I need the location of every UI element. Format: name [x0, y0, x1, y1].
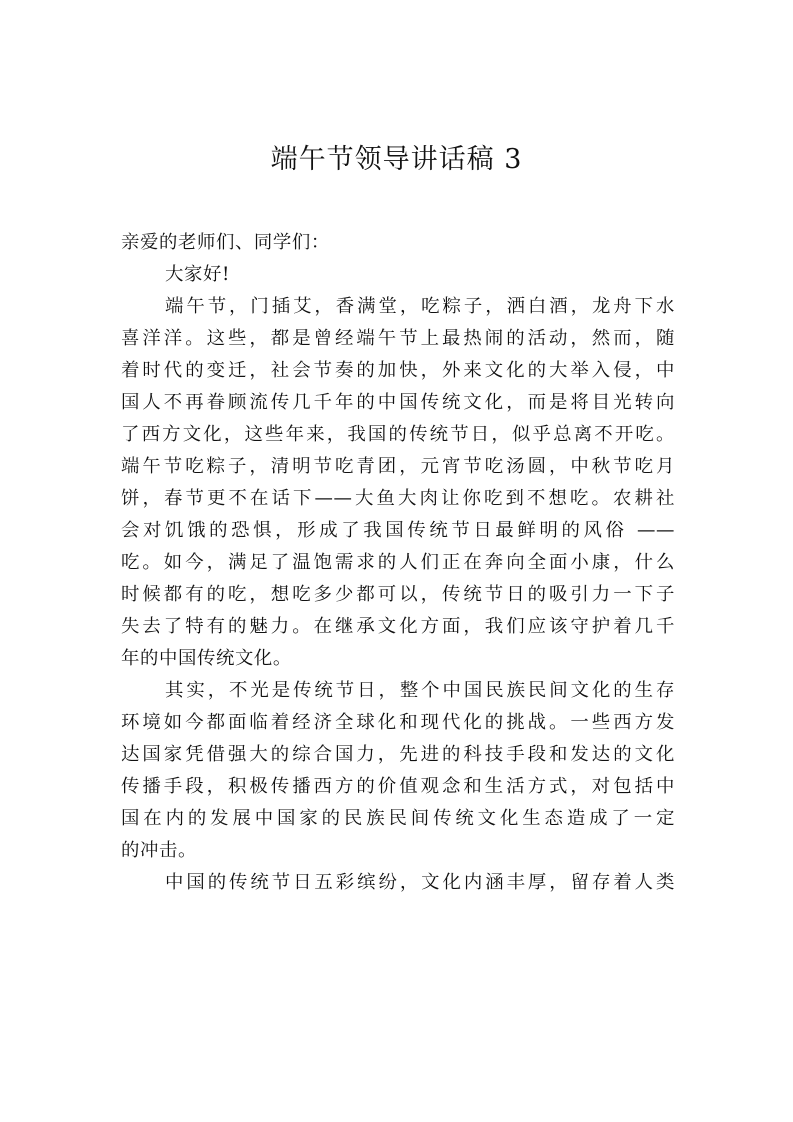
- paragraph-line: 的冲击。: [121, 840, 197, 861]
- paragraph-line: 达国家凭借强大的综合国力，先进的科技手段和发达的文化: [121, 744, 675, 765]
- salutation: 亲爱的老师们、同学们：: [121, 232, 330, 253]
- paragraph-line: 失去了特有的魅力。在继承文化方面，我们应该守护着几千: [121, 616, 675, 637]
- paragraph-line: 国在内的发展中国家的民族民间传统文化生态造成了一定: [121, 808, 675, 829]
- paragraph-line: 时候都有的吃，想吃多少都可以，传统节日的吸引力一下子: [121, 584, 675, 605]
- document-title: 端午节领导讲话稿 3: [270, 144, 523, 175]
- paragraph-line: 环境如今都面临着经济全球化和现代化的挑战。一些西方发: [121, 712, 675, 733]
- paragraph-line: 国人不再眷顾流传几千年的中国传统文化，而是将目光转向: [121, 392, 675, 413]
- paragraph-line: 吃。如今，满足了温饱需求的人们正在奔向全面小康，什么: [121, 552, 675, 573]
- paragraph-line: 其实，不光是传统节日，整个中国民族民间文化的生存: [165, 680, 675, 701]
- paragraph-line: 中国的传统节日五彩缤纷，文化内涵丰厚，留存着人类: [165, 872, 675, 893]
- paragraph-line: 着时代的变迁，社会节奏的加快，外来文化的大举入侵，中: [121, 360, 675, 381]
- paragraph-line: 喜洋洋。这些，都是曾经端午节上最热闹的活动，然而，随: [121, 328, 675, 349]
- document-body: [121, 227, 675, 899]
- paragraph-line: 了西方文化，这些年来，我国的传统节日，似乎总离不开吃。: [121, 424, 675, 445]
- paragraph-line: 端午节，门插艾，香满堂，吃粽子，洒白酒，龙舟下水: [165, 296, 675, 317]
- paragraph-line: 饼，春节更不在话下——大鱼大肉让你吃到不想吃。农耕社: [121, 488, 675, 509]
- paragraph-line: 端午节吃粽子，清明节吃青团，元宵节吃汤圆，中秋节吃月: [121, 456, 675, 477]
- greeting: 大家好!: [165, 264, 230, 285]
- paragraph-line: 会对饥饿的恐惧，形成了我国传统节日最鲜明的风俗 ——: [121, 520, 675, 541]
- paragraph-line: 传播手段，积极传播西方的价值观念和生活方式，对包括中: [121, 776, 675, 797]
- paragraph-line: 年的中国传统文化。: [121, 648, 292, 669]
